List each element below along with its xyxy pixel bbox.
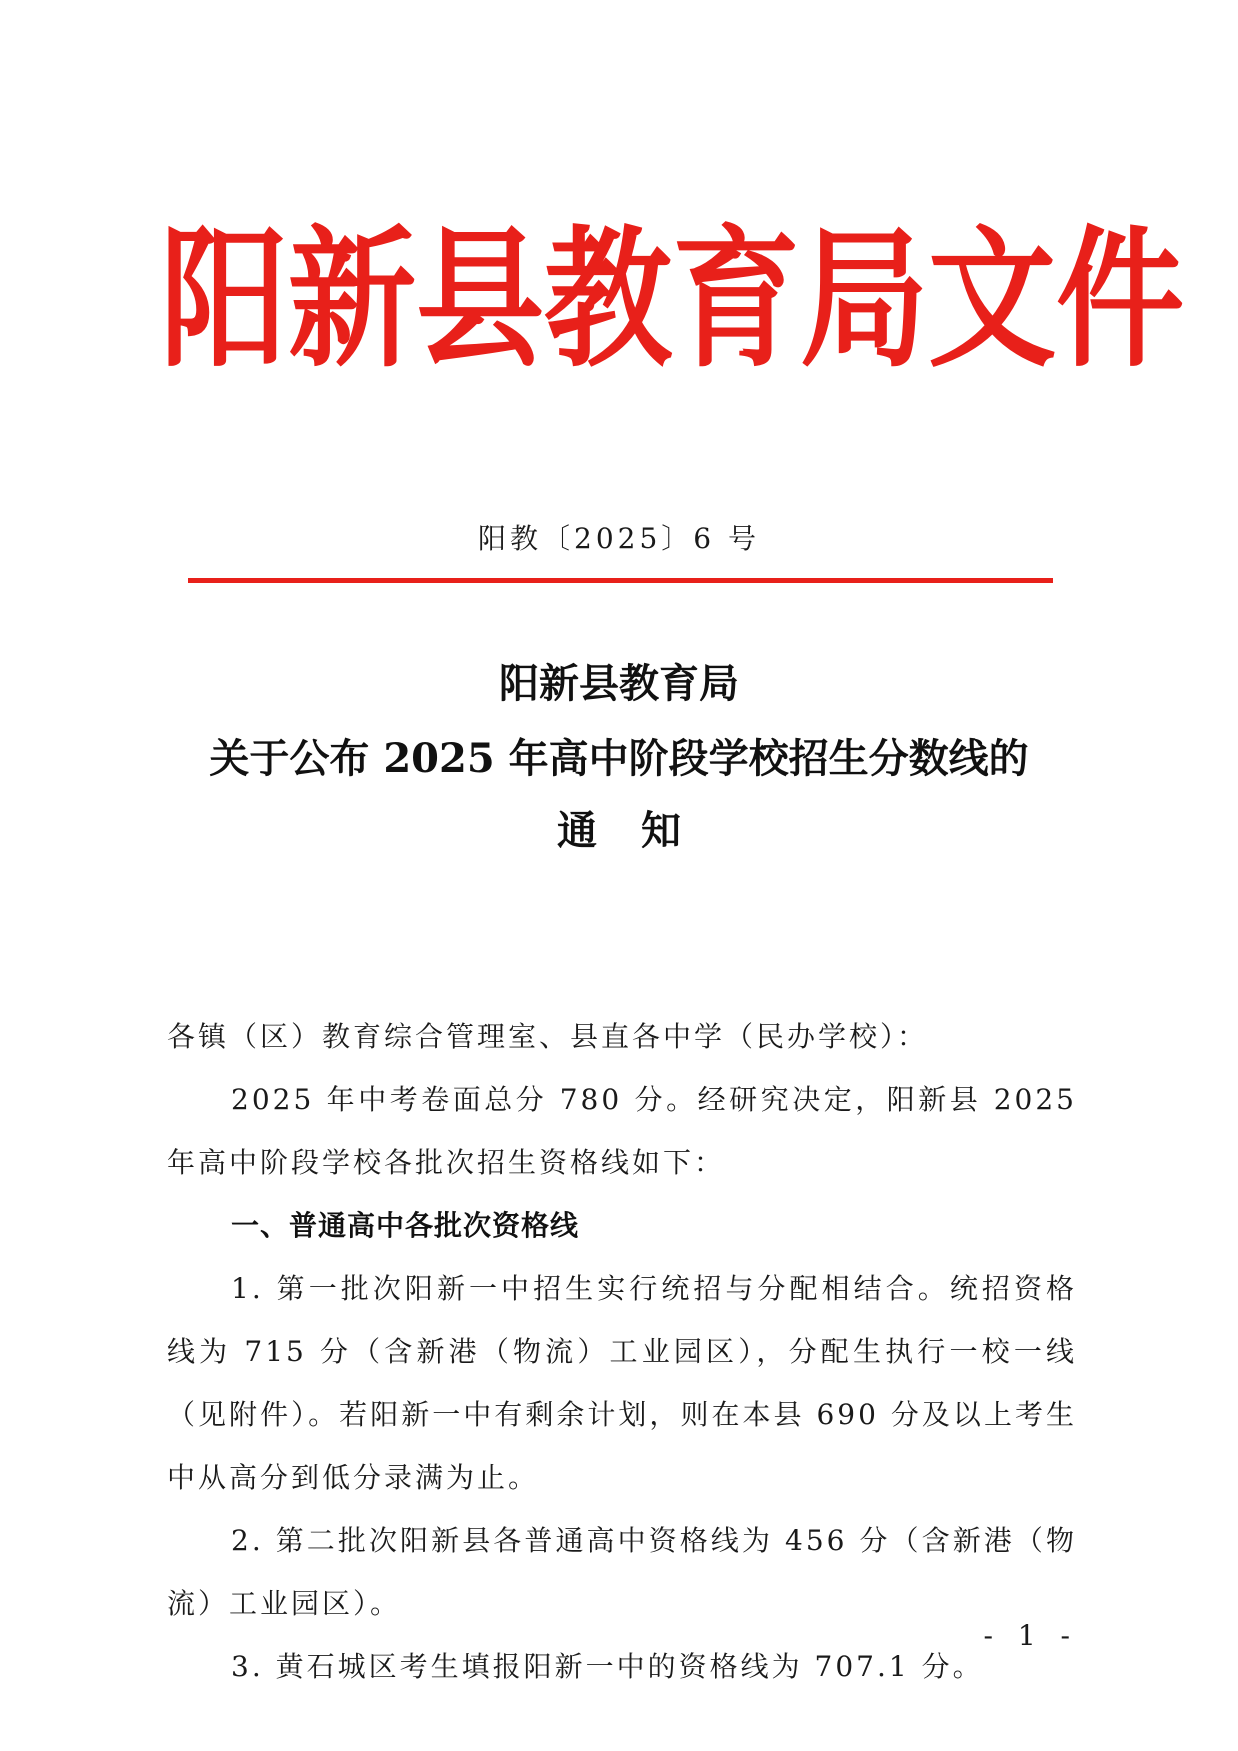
intro-paragraph: 2025 年中考卷面总分 780 分。经研究决定，阳新县 2025 年高中阶段学校各批次招生资格线如下： [167,1083,1077,1179]
page-number: - 1 - [983,1619,1078,1652]
document-number: 阳教〔2025〕6 号 [478,522,760,555]
red-header-title [160,211,1185,389]
red-header-char: 件 [1056,211,1185,389]
section-heading: 一、普通高中各批次资格线 [231,1209,580,1242]
red-header-char: 新 [288,211,417,389]
red-header-char: 局 [800,211,929,389]
red-header-char: 育 [672,211,801,389]
notice-title-subject: 关于公布 2025 年高中阶段学校招生分数线的 [209,735,1029,782]
notice-title-type: 通知 [557,807,725,854]
red-header-char: 阳 [160,211,289,389]
notice-body [167,1005,1077,1698]
item-paragraph: 3. 黄石城区考生填报阳新一中的资格线为 707.1 分。 [231,1650,984,1683]
red-header-char: 文 [928,211,1057,389]
item-paragraph: 1. 第一批次阳新一中招生实行统招与分配相结合。统招资格线为 715 分（含新港（物流）工业园区），分配生执行一校一线（见附件）。若阳新一中有剩余计划，则在本县 690 分及以上考生中从高分到低分录满为止。 [167,1272,1077,1494]
item-paragraph: 2. 第二批次阳新县各普通高中资格线为 456 分（含新港（物流）工业园区）。 [167,1524,1077,1620]
red-header-char: 教 [544,211,673,389]
salutation: 各镇（区）教育综合管理室、县直各中学（民办学校）： [167,1020,929,1053]
notice-title-issuer: 阳新县教育局 [499,660,739,707]
red-divider-line [188,578,1053,583]
red-header-char: 县 [416,211,545,389]
